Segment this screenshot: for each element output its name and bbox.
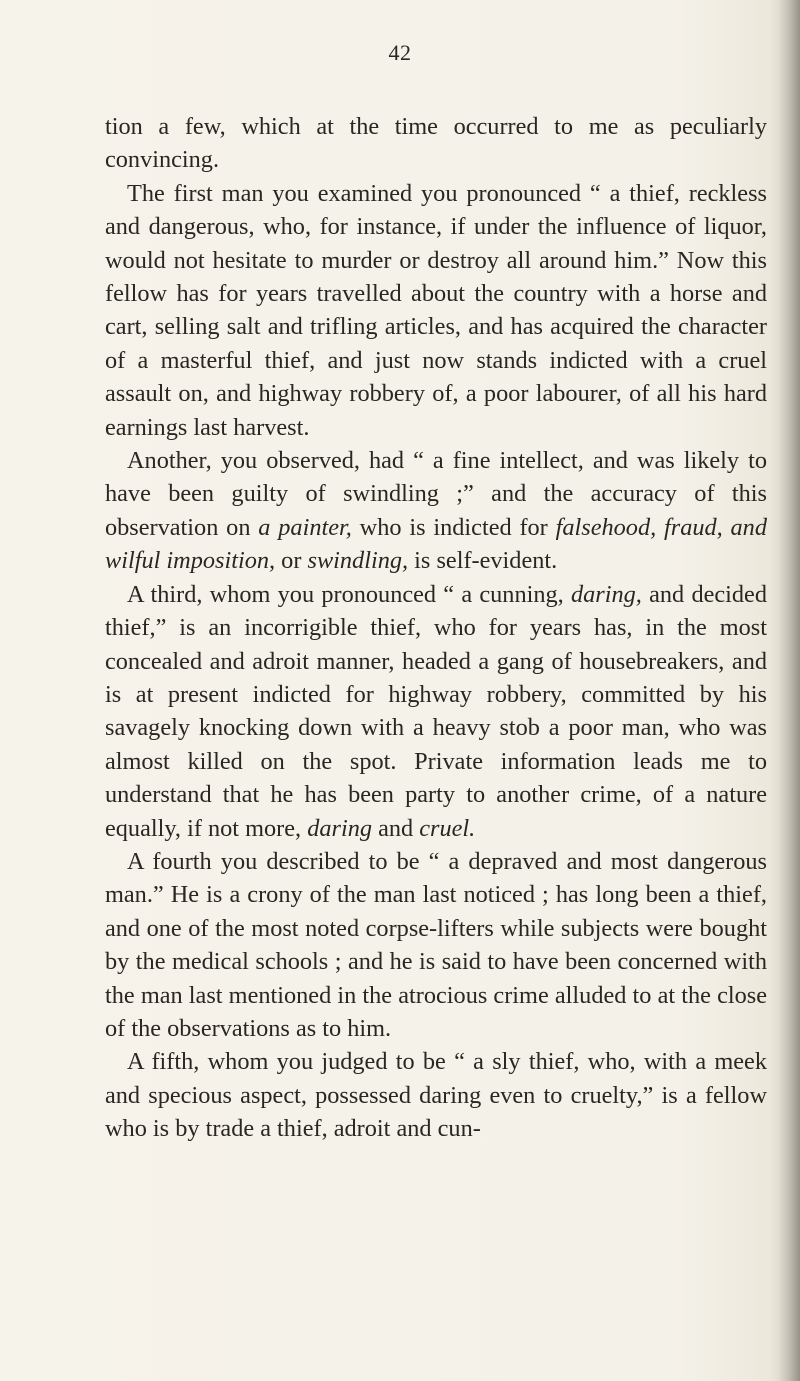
text-segment: The first man you examined you pronounced “ a thief, reckless and dangerous, who, for instance, if under the influence of liquor, would not hesitate to murder or destroy all around him.” Now this fellow has for years travelled about the country with a horse and cart, selling salt and trifling articles, and has acquired the character of a masterful thief, and just now stands indicted with a cruel assault on, and highway robbery of, a poor labourer, of all his hard earnings last harvest.: [105, 179, 767, 441]
body-text: [105, 110, 767, 1146]
text-segment: A fifth, whom you judged to be “ a sly thief, who, with a meek and specious aspect, possessed daring even to cruelty,” is a fellow who is by trade a thief, adroit and cun-: [105, 1048, 767, 1143]
italic-segment: a painter,: [258, 513, 352, 541]
text-segment: who is indicted for: [351, 513, 556, 541]
paragraph-4: [105, 578, 767, 845]
page-edge-shadow: [778, 0, 800, 1381]
text-segment: or: [275, 547, 308, 575]
paragraph-2: [105, 177, 767, 444]
italic-segment: daring: [307, 814, 373, 842]
italic-segment: swindling,: [307, 547, 409, 575]
paragraph-1: [105, 110, 767, 177]
text-segment: Another, you observed, had “ a fine intellect, and was likely to have been guilty of swindling ;” and the accuracy of this observation on: [105, 447, 767, 541]
page-number: 42: [388, 40, 412, 65]
paragraph-6: [105, 1045, 767, 1145]
text-segment: A third, whom you pronounced “ a cunning,: [127, 580, 571, 608]
italic-segment: falsehood, fraud, and wilful imposition,: [105, 513, 767, 575]
text-segment: tion a few, which at the time occurred to me as peculiarly convincing.: [105, 113, 767, 174]
text-segment: is self-evident.: [408, 547, 558, 575]
text-segment: and decided thief,” is an incorrigible thief, who for years has, in the most concealed and adroit manner, headed a gang of housebreakers, and is at present indicted for highway robbery, committed by his savagely knocking down with a heavy stob a poor man, who was almost killed on the spot. Private information leads me to understand that he has been party to another crime, of a nature equally, if not more,: [105, 580, 767, 842]
text-segment: A fourth you described to be “ a depraved and most dangerous man.” He is a crony of the man last noticed ; has long been a thief, and one of the most noted corpse-lifters while subjects were bought by the medical schools ; and he is said to have been concerned with the man last mentioned in the atrocious crime alluded to at the close of the observations as to him.: [105, 847, 767, 1042]
italic-segment: cruel.: [419, 814, 476, 842]
italic-segment: daring,: [570, 580, 642, 608]
paragraph-3: [105, 444, 767, 578]
text-segment: and: [372, 814, 420, 842]
paragraph-5: [105, 845, 767, 1045]
